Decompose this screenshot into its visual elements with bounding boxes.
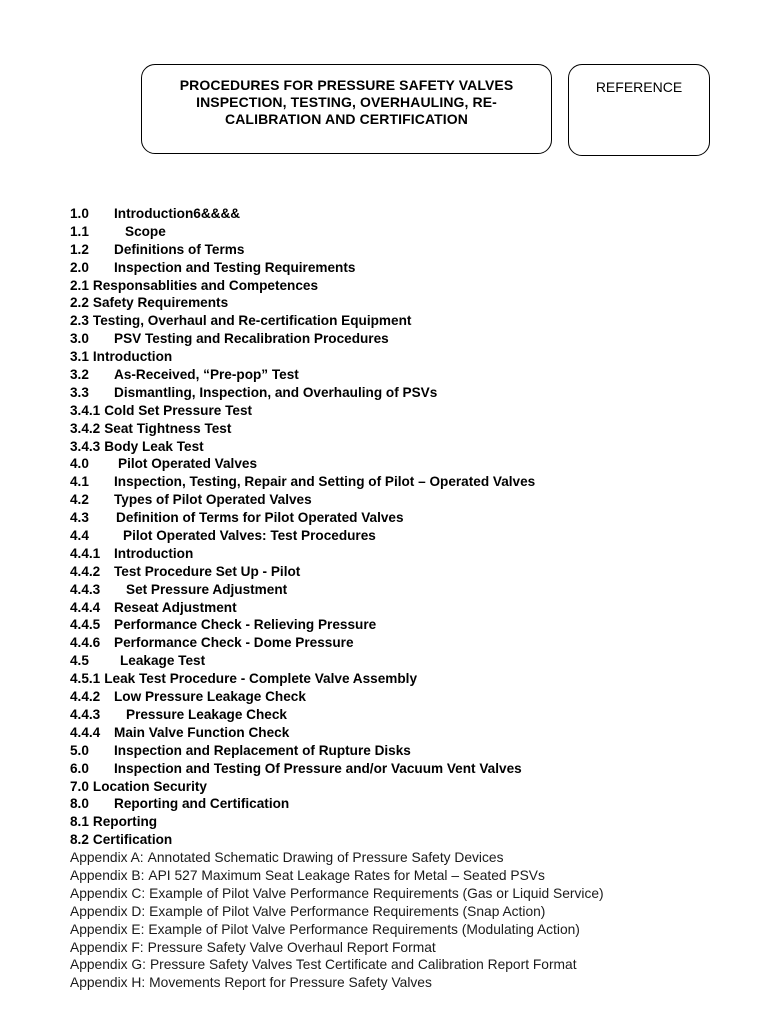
toc-entry-title: Introduction	[114, 545, 194, 561]
toc-entry	[70, 294, 750, 312]
toc-entry-number: 3.4.1	[70, 402, 101, 418]
toc-entry-title: Dismantling, Inspection, and Overhauling of PSVs	[114, 384, 438, 400]
toc-entry	[70, 241, 750, 259]
toc-entry-title: Responsablities and Competences	[92, 277, 319, 293]
toc-entry-title: Reporting	[92, 814, 158, 830]
toc-entry-number: 2.1	[70, 277, 89, 293]
toc-entry-number: 8.2	[70, 832, 89, 848]
toc-entry-number: Appendix B:	[70, 867, 145, 883]
toc-entry-number: 4.2	[70, 492, 89, 508]
appendix-entry	[70, 867, 750, 885]
toc-entry-number: 4.4.3	[70, 581, 101, 597]
toc-entry-number: 4.4.1	[70, 545, 101, 561]
toc-entry-title: Pressure Leakage Check	[126, 706, 287, 722]
toc-entry-title: Inspection and Replacement of Rupture Disks	[114, 742, 411, 758]
reference-label: REFERENCE	[595, 79, 683, 95]
toc-entry-number: Appendix D:	[70, 903, 146, 919]
toc-entry-number: Appendix E:	[70, 921, 145, 937]
toc-entry-title: Performance Check - Relieving Pressure	[114, 617, 377, 633]
toc-entry	[70, 384, 750, 402]
toc-entry-number: Appendix A:	[70, 850, 144, 866]
toc-entry	[70, 438, 750, 456]
toc-entry-number: Appendix G:	[70, 957, 146, 973]
toc-entry-number: 2.0	[70, 259, 89, 275]
toc-entry	[70, 670, 750, 688]
toc-entry-number: Appendix C:	[70, 885, 146, 901]
toc-entry	[70, 706, 750, 724]
toc-entry	[70, 831, 750, 849]
toc-entry	[70, 599, 750, 617]
title-line: CALIBRATION AND CERTIFICATION	[225, 111, 468, 127]
toc-entry-number: 4.3	[70, 510, 89, 526]
toc-entry-title: Cold Set Pressure Test	[104, 402, 253, 418]
toc-entry-title: Example of Pilot Valve Performance Requirements (Modulating Action)	[148, 921, 580, 937]
toc-entry-number: 4.4.5	[70, 617, 101, 633]
toc-entry-title: PSV Testing and Recalibration Procedures	[114, 331, 389, 347]
toc-entry-title: Introduction6&&&&	[114, 206, 241, 221]
toc-entry	[70, 652, 750, 670]
toc-entry	[70, 455, 750, 473]
toc-entry-number: 2.2	[70, 295, 89, 311]
toc-entry-title: Leak Test Procedure - Complete Valve Assembly	[104, 671, 418, 687]
toc-entry-title: Performance Check - Dome Pressure	[114, 635, 354, 651]
toc-entry-number: 4.4.6	[70, 635, 101, 651]
toc-entry-title: Reseat Adjustment	[114, 599, 237, 615]
toc-entry-number: 4.0	[70, 456, 89, 472]
appendix-entry	[70, 903, 750, 921]
toc-entry	[70, 527, 750, 545]
toc-entry-title: Inspection, Testing, Repair and Setting of Pilot – Operated Valves	[114, 474, 536, 490]
toc-entry-title: Leakage Test	[120, 653, 206, 669]
document-title-box	[141, 64, 552, 154]
toc-entry-number: 4.4.4	[70, 724, 101, 740]
toc-entry	[70, 760, 750, 778]
toc-entry	[70, 330, 750, 348]
toc-entry-number: 1.1	[70, 223, 89, 239]
toc-entry	[70, 259, 750, 277]
toc-entry	[70, 205, 750, 223]
toc-entry-number: 3.4.2	[70, 420, 101, 436]
toc-entry-title: Pressure Safety Valve Overhaul Report Format	[147, 939, 436, 955]
toc-entry-title: Introduction	[92, 349, 173, 365]
toc-entry	[70, 348, 750, 366]
toc-entry-number: 3.4.3	[70, 438, 101, 454]
toc-entry-title: Reporting and Certification	[114, 796, 290, 812]
toc-entry	[70, 366, 750, 384]
toc-entry	[70, 563, 750, 581]
toc-entry-number: 4.1	[70, 474, 89, 490]
appendix-entry	[70, 939, 750, 957]
toc-entry	[70, 312, 750, 330]
toc-entry	[70, 813, 750, 831]
toc-entry-title: Definitions of Terms	[114, 241, 245, 257]
toc-entry-number: 6.0	[70, 760, 89, 776]
table-of-contents	[70, 205, 750, 992]
toc-entry	[70, 616, 750, 634]
toc-entry	[70, 795, 750, 813]
toc-entry-title: Location Security	[92, 778, 207, 794]
toc-entry	[70, 742, 750, 760]
toc-entry-title: Inspection and Testing Of Pressure and/or Vacuum Vent Valves	[114, 760, 522, 776]
appendix-entry	[70, 921, 750, 939]
toc-entry	[70, 277, 750, 295]
toc-entry-number: 4.4.3	[70, 706, 101, 722]
toc-entry-title: Set Pressure Adjustment	[126, 581, 288, 597]
toc-entry	[70, 581, 750, 599]
toc-entry-title: Scope	[125, 223, 166, 239]
toc-entry	[70, 223, 750, 241]
toc-entry	[70, 491, 750, 509]
toc-entry-title: Example of Pilot Valve Performance Requirements (Gas or Liquid Service)	[149, 885, 604, 901]
toc-entry-number: 5.0	[70, 742, 89, 758]
toc-entry-number: 3.0	[70, 331, 89, 347]
toc-entry-number: 7.0	[70, 778, 89, 794]
toc-entry-number: 3.3	[70, 384, 89, 400]
appendix-entry	[70, 974, 750, 992]
toc-entry-title: Certification	[92, 832, 173, 848]
toc-entry-title: Pressure Safety Valves Test Certificate and Calibration Report Format	[149, 957, 577, 973]
toc-entry-title: Inspection and Testing Requirements	[114, 259, 356, 275]
toc-entry-title: API 527 Maximum Seat Leakage Rates for Metal – Seated PSVs	[148, 867, 545, 883]
toc-entry-number: 4.5	[70, 653, 89, 669]
toc-entry-number: 1.0	[70, 206, 89, 221]
toc-entry-number: 1.2	[70, 241, 89, 257]
toc-entry-title: Annotated Schematic Drawing of Pressure Safety Devices	[147, 850, 504, 866]
toc-entry-title: Movements Report for Pressure Safety Valves	[149, 975, 432, 991]
toc-entry-title: Pilot Operated Valves	[118, 456, 258, 472]
toc-entry	[70, 402, 750, 420]
toc-entry-number: 4.4.4	[70, 599, 101, 615]
toc-entry-title: Main Valve Function Check	[114, 724, 290, 740]
title-line: INSPECTION, TESTING, OVERHAULING, RE-	[196, 94, 497, 110]
appendix-entry	[70, 956, 750, 974]
toc-entry-title: Safety Requirements	[92, 295, 229, 311]
toc-entry-number: 3.1	[70, 349, 89, 365]
toc-entry-title: As-Received, “Pre-pop” Test	[114, 367, 299, 383]
toc-entry-number: Appendix H:	[70, 975, 146, 991]
toc-entry	[70, 545, 750, 563]
toc-entry-number: 4.4.2	[70, 689, 101, 705]
toc-entry-number: 2.3	[70, 313, 89, 329]
toc-entry-title: Example of Pilot Valve Performance Requirements (Snap Action)	[149, 903, 546, 919]
toc-entry-title: Body Leak Test	[104, 438, 204, 454]
title-line: PROCEDURES FOR PRESSURE SAFETY VALVES	[179, 77, 514, 93]
toc-entry-title: Definition of Terms for Pilot Operated Valves	[116, 510, 404, 526]
toc-entry-title: Pilot Operated Valves: Test Procedures	[123, 528, 376, 544]
toc-entry	[70, 509, 750, 527]
toc-entry-number: 8.0	[70, 796, 89, 812]
toc-entry	[70, 634, 750, 652]
toc-entry	[70, 688, 750, 706]
toc-entry-number: 8.1	[70, 814, 89, 830]
toc-entry-title: Types of Pilot Operated Valves	[114, 492, 312, 508]
toc-entry	[70, 420, 750, 438]
toc-entry-number: 3.2	[70, 367, 89, 383]
toc-entry-title: Test Procedure Set Up - Pilot	[114, 563, 301, 579]
toc-entry-number: 4.4.2	[70, 563, 101, 579]
toc-entry-number: 4.5.1	[70, 671, 101, 687]
toc-entry-title: Low Pressure Leakage Check	[114, 689, 306, 705]
toc-entry-number: Appendix F:	[70, 939, 144, 955]
toc-entry-number: 4.4	[70, 528, 89, 544]
toc-entry-title: Testing, Overhaul and Re-certification Equipment	[92, 313, 412, 329]
toc-entry	[70, 778, 750, 796]
toc-entry-title: Seat Tightness Test	[104, 420, 232, 436]
appendix-entry	[70, 885, 750, 903]
appendix-entry	[70, 849, 750, 867]
toc-entry	[70, 473, 750, 491]
reference-box	[568, 64, 710, 156]
toc-entry	[70, 724, 750, 742]
